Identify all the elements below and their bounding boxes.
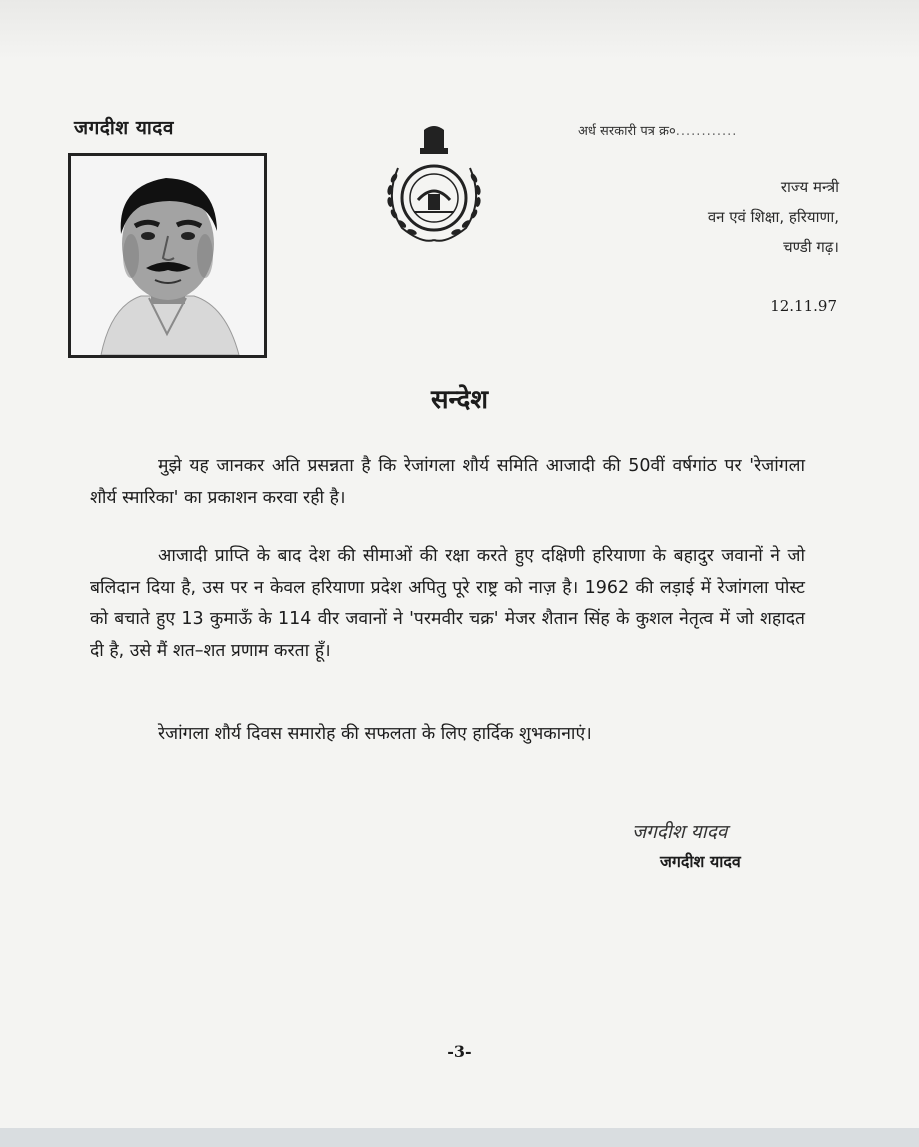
paragraph-text: आजादी प्राप्ति के बाद देश की सीमाओं की रक्षा करते हुए दक्षिणी हरियाणा के बहादुर जवानों ने जो बलिदान दिया है, उस पर न केवल हरियाणा प्रदेश अपितु पूरे राष्ट्र को नाज़ है। 1962 की लड़ाई में रेजांगला पोस्ट को बचाते हुए 13 कुमाऊँ के 114 वीर जवानों ने 'परमवीर चक्र' मेजर शैतान सिंह के कुशल नेतृत्व में जो शहादत दी है, उसे मैं शत–शत प्रणाम करता हूँ। xyxy=(90,546,805,661)
message-paragraph xyxy=(90,451,805,514)
sender-name: जगदीश यादव xyxy=(74,117,174,139)
haryana-state-emblem-icon xyxy=(374,120,494,245)
designation-line: चण्डी गढ़। xyxy=(783,238,839,256)
designation-line: वन एवं शिक्षा, हरियाणा, xyxy=(707,208,839,226)
signatory-name: जगदीश यादव xyxy=(660,852,741,871)
message-paragraph xyxy=(90,541,805,667)
letter-date: 12.11.97 xyxy=(770,297,837,315)
designation-block xyxy=(708,172,839,262)
paragraph-text: रेजांगला शौर्य दिवस समारोह की सफलता के लिए हार्दिक शुभकानाएं। xyxy=(158,724,592,744)
paragraph-text: मुझे यह जानकर अति प्रसन्नता है कि रेजांगला शौर्य समिति आजादी की 50वीं वर्षगांठ पर 'रेजांगला शौर्य स्मारिका' का प्रकाशन करवा रही है। xyxy=(90,456,805,508)
reference-label: अर्ध सरकारी पत्र क्र० xyxy=(578,124,676,139)
message-heading: सन्देश xyxy=(430,385,489,415)
page-top-shade xyxy=(0,0,919,60)
reference-dots: ............ xyxy=(675,124,738,139)
page-number: -3- xyxy=(447,1042,472,1061)
page-bottom-edge xyxy=(0,1128,919,1147)
designation-line: राज्य मन्त्री xyxy=(780,178,839,196)
reference-line xyxy=(578,121,737,139)
message-paragraph xyxy=(90,719,805,751)
handwritten-signature: जगदीश यादव xyxy=(632,821,728,843)
portrait-photo xyxy=(68,153,267,358)
